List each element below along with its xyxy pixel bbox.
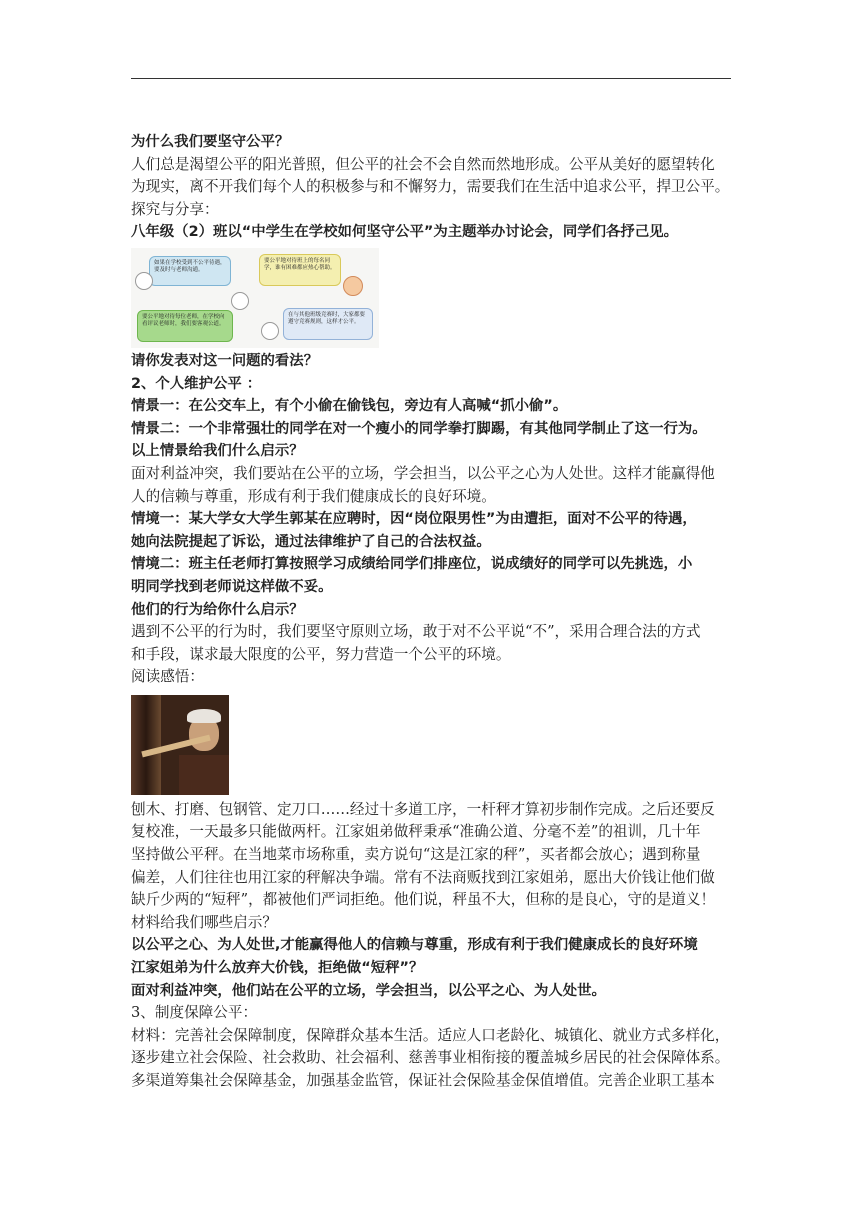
header-rule (131, 78, 731, 79)
text-line: 复校准，一天最多只能做两杆。江家姐弟做秤秉承“准确公道、分毫不差”的祖训，几十年 (131, 823, 701, 841)
text-line: 为现实，离不开我们每个人的积极参与和不懈努力，需要我们在生活中追求公平，捍卫公平。 (131, 178, 730, 196)
text-line: 明同学找到老师说这样做不妥。 (131, 578, 333, 595)
text-line: 请你发表对这一问题的看法？ (131, 352, 319, 369)
text-line: 材料：完善社会保障制度，保障群众基本生活。适应人口老龄化、城镇化、就业方式多样化， (131, 1026, 730, 1044)
text-line: 多渠道筹集社会保障基金，加强基金监管，保证社会保险基金保值增值。完善企业职工基本 (131, 1072, 715, 1089)
text-line: 人的信赖与尊重，形成有利于我们健康成长的良好环境。 (131, 487, 496, 505)
text-line: 八年级（2）班以“中学生在学校如何坚守公平”为主题举办讨论会，同学们各抒己见。 (131, 224, 678, 241)
text-line: 3、制度保障公平： (131, 1004, 258, 1022)
text-line: 缺斤少两的“短秤”，都被他们严词拒绝。他们说，秤虽不大，但称的是良心，守的是道义！ (131, 891, 716, 909)
intro-section (131, 131, 733, 244)
personal-fairness-section (131, 350, 733, 689)
text-line: 情景二：一个非常强壮的同学在对一个瘦小的同学拳打脚踢，有其他同学制止了这一行为。 (131, 420, 707, 437)
text-line: 她向法院提起了诉讼，通过法律维护了自己的合法权益。 (131, 533, 491, 550)
text-line: 为什么我们要坚守公平？ (131, 134, 290, 150)
text-line: 以公平之心、为人处世,才能赢得他人的信赖与尊重，形成有利于我们健康成长的良好环境 (131, 937, 698, 954)
text-line: 人们总是渴望公平的阳光普照，但公平的社会不会自然而然地形成。公平从美好的愿望转化 (131, 155, 715, 173)
document-body (131, 131, 733, 1093)
speech-bubble-4: 在与其他班级竞赛时，大家都要遵守竞赛规则，这样才公平。 (283, 308, 373, 340)
speech-bubble-3: 要公平地对待每位老师，在学校向看评议老师时，我们要客观公道。 (137, 310, 233, 342)
discussion-illustration (131, 248, 379, 348)
text-line: 情景一：在公交车上，有个小偷在偷钱包，旁边有人高喊“抓小偷”。 (131, 398, 568, 415)
text-line: 以上情景给我们什么启示？ (131, 443, 304, 460)
text-line: 探究与分享： (131, 200, 219, 218)
text-line: 偏差，人们往往也用江家的秤解决争端。常有不法商贩找到江家姐弟，愿出大价钱让他们做 (131, 868, 715, 886)
student-figure-1 (135, 272, 153, 290)
text-line: 刨木、打磨、包钢管、定刀口……经过十多道工序，一杆秤才算初步制作完成。之后还要反 (131, 800, 715, 818)
reading-section (131, 799, 733, 1093)
text-line: 面对利益冲突，他们站在公平的立场，学会担当，以公平之心、为人处世。 (131, 982, 606, 999)
text-line: 面对利益冲突，我们要站在公平的立场，学会担当，以公平之心为人处世。这样才能赢得他 (131, 464, 715, 482)
text-line: 遇到不公平的行为时，我们要坚守原则立场，敢于对不公平说“不”，采用合理合法的方式 (131, 623, 701, 641)
text-line: 阅读感悟： (131, 668, 204, 686)
text-line: 坚持做公平秤。在当地菜市场称重，卖方说句“这是江家的秤”，买者都会放心；遇到称量 (131, 846, 701, 864)
text-line: 情境一：某大学女大学生郭某在应聘时，因“岗位限男性”为由遭拒，面对不公平的待遇， (131, 511, 697, 528)
scale-maker-photo (131, 695, 229, 795)
speech-bubble-2: 要公平地对待班上的每名同学，谁有困难都应热心帮助。 (259, 254, 341, 286)
text-line: 江家姐弟为什么放弃大价钱，拒绝做“短秤”？ (131, 960, 424, 977)
text-line: 2、个人维护公平 ： (131, 375, 262, 392)
student-figure-2 (343, 276, 363, 296)
student-figure-4 (261, 322, 279, 340)
speech-bubble-1: 如果在学校受到不公平待遇，要及时与老师沟通。 (149, 256, 231, 286)
text-line: 情境二：班主任老师打算按照学习成绩给同学们排座位，说成绩好的同学可以先挑选，小 (131, 556, 693, 573)
student-figure-3 (231, 292, 249, 310)
text-line: 材料给我们哪些启示？ (131, 913, 277, 931)
text-line: 逐步建立社会保险、社会救助、社会福利、慈善事业相衔接的覆盖城乡居民的社会保障体系。 (131, 1049, 730, 1067)
text-line: 他们的行为给你什么启示？ (131, 601, 304, 618)
text-line: 和手段，谋求最大限度的公平，努力营造一个公平的环境。 (131, 645, 511, 663)
